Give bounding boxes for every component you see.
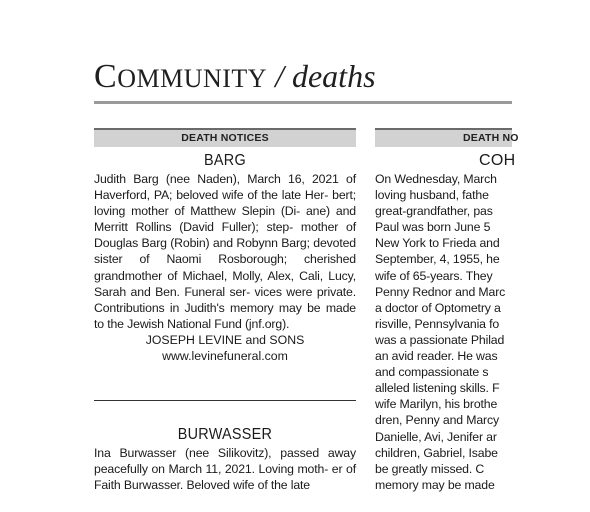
section-header bbox=[94, 58, 376, 96]
section-subtitle: deaths bbox=[291, 58, 376, 94]
funeral-home: JOSEPH LEVINE and SONS bbox=[145, 332, 305, 347]
notice-text: On Wednesday, March loving husband, fathe great-grandfather, pas Paul was born June 5 New York to Frieda and September, 4, 1955, he wife of 65-years. They Penny Rednor and Marc a doctor of Optometry a risville, Pennsylvania fo was a passionate Philad an avid reader. He was and compassionate s alleled listening skills. F wife Marilyn, his brothe dren, Penny and Marcy Danielle, Avi, Jenifer ar children, Gabriel, Isabe be greatly missed. C memory may be made bbox=[375, 172, 506, 492]
section-title: COMMUNITY bbox=[94, 58, 268, 95]
notice-name: BARG bbox=[204, 152, 246, 169]
notice-name: COH bbox=[479, 152, 516, 169]
notice-body bbox=[94, 171, 356, 364]
notice-text: Ina Burwasser (nee Silikovitz), passed away peacefully on March 11, 2021. Loving moth- er of Faith Burwasser. Beloved wife of the late bbox=[94, 446, 356, 493]
right-column bbox=[375, 128, 519, 493]
left-column bbox=[94, 128, 356, 493]
notice-divider bbox=[94, 400, 356, 401]
header-rule bbox=[94, 101, 512, 104]
funeral-home-website[interactable]: www.levinefuneral.com bbox=[162, 349, 288, 364]
section-separator: / bbox=[275, 58, 284, 94]
notice-text: Judith Barg (nee Naden), March 16, 2021 of Haverford, PA; beloved wife of the late Her- bert; loving mother of Matthew Slepin (Di- ane) and Merritt Rollins (David Fuller); step- mother of Douglas Barg (Robin) and Robynn Barg; devoted sister of Naomi Rosborough; cherished grandmother of Michael, Molly, Alex, Cali, Lucy, Sarah and Ben. Funeral ser- vices were private. Contributions in Judith's memory may be made to the Jewish National Fund (jnf.org). bbox=[94, 172, 357, 331]
column-heading-bar: DEATH NOTICES bbox=[94, 128, 356, 147]
column-heading-bar: DEATH NO bbox=[375, 128, 512, 147]
notice-name: BURWASSER bbox=[177, 426, 273, 444]
